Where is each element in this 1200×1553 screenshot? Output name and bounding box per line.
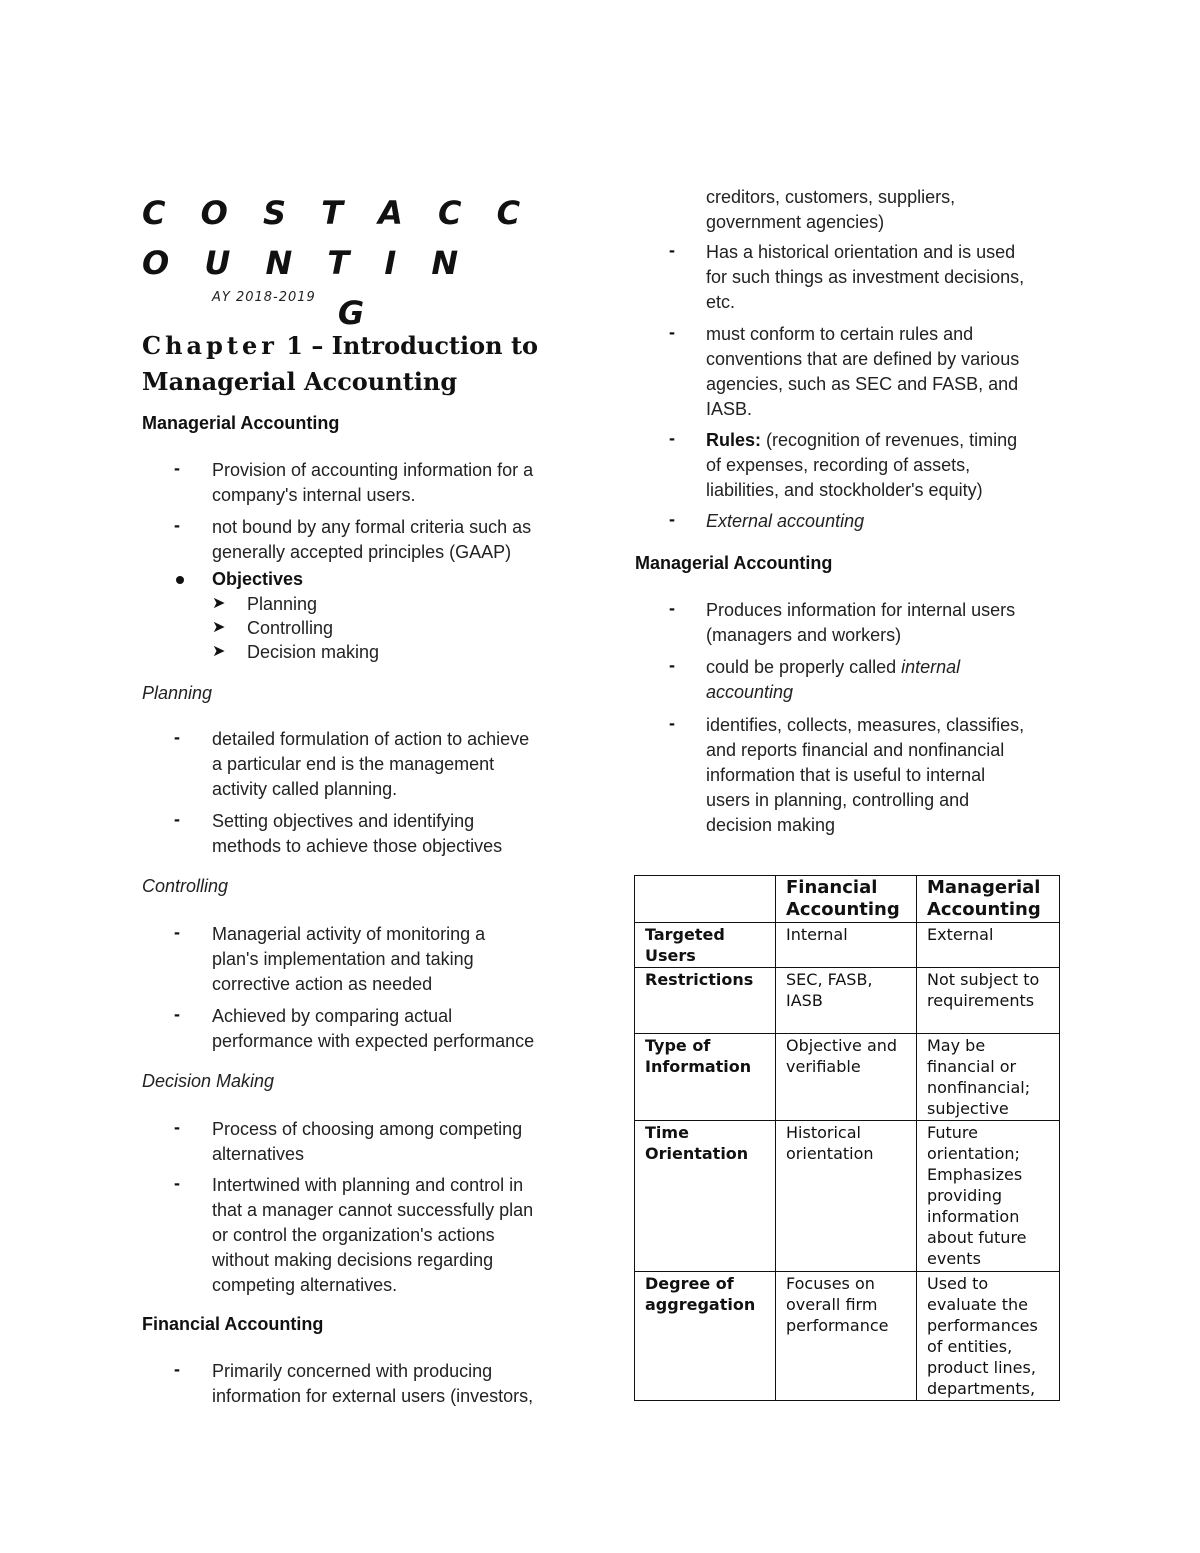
table-header-row — [635, 876, 1060, 923]
list-item: Rules: (recognition of revenues, timing of expenses, recording of assets, liabilities, and stockholder's equity) — [706, 430, 1018, 500]
row-header: Time Orientation — [635, 1121, 776, 1272]
list-item: Setting objectives and identifying methods to achieve those objectives — [212, 811, 503, 856]
chapter-heading — [142, 328, 582, 400]
dash-bullet: - — [174, 1173, 180, 1193]
table-cell: Internal — [776, 923, 917, 968]
list-item: Process of choosing among competing alternatives — [212, 1119, 523, 1164]
dash-bullet: - — [669, 240, 675, 260]
controlling-heading: Controlling — [142, 876, 229, 896]
list-item: Has a historical orientation and is used for such things as investment decisions, etc. — [706, 242, 1025, 312]
dash-bullet: - — [669, 428, 675, 448]
list-item: must conform to certain rules and conventions that are defined by various agencies, such as SEC and FASB, and IASB. — [706, 324, 1020, 419]
table-cell: Used to evaluate the performances of entities, product lines, departments, — [917, 1272, 1060, 1401]
list-item: Managerial activity of monitoring a plan's implementation and taking corrective action as needed — [212, 924, 486, 994]
list-item: could be properly called internal accounting — [706, 657, 961, 702]
list-item: Produces information for internal users (managers and workers) — [706, 600, 1016, 645]
round-bullet-icon — [176, 576, 184, 584]
decision-making-heading: Decision Making — [142, 1071, 275, 1091]
planning-heading: Planning — [142, 683, 213, 703]
column-header: Managerial Accounting — [917, 876, 1060, 923]
row-header: Targeted Users — [635, 923, 776, 968]
arrow-bullet-icon: ➤ — [212, 595, 226, 612]
dash-bullet: - — [174, 1117, 180, 1137]
dash-bullet: - — [174, 1359, 180, 1379]
dash-bullet: - — [174, 727, 180, 747]
comparison-table — [634, 875, 1060, 1401]
chapter-number: 1 — [286, 331, 303, 360]
chapter-subtitle: – Introduction to — [311, 331, 539, 360]
list-item: Provision of accounting information for a company's internal users. — [212, 460, 534, 505]
table-row — [635, 1272, 1060, 1401]
dash-bullet: - — [669, 598, 675, 618]
document-title — [142, 188, 572, 338]
list-item: identifies, collects, measures, classifies, and reports financial and nonfinancial information that is useful to internal users in planning, controlling and decision making — [706, 715, 1025, 835]
list-item-continued: creditors, customers, suppliers, government agencies) — [706, 187, 956, 232]
list-item: Intertwined with planning and control in that a manager cannot successfully plan or control the organization's actions without making decisions regarding competing alternatives. — [212, 1175, 534, 1295]
dash-bullet: - — [174, 922, 180, 942]
list-item: not bound by any formal criteria such as generally accepted principles (GAAP) — [212, 517, 532, 562]
row-header: Type of Information — [635, 1034, 776, 1121]
external-accounting-note: External accounting — [706, 511, 865, 531]
table-row — [635, 1121, 1060, 1272]
arrow-bullet-icon: ➤ — [212, 643, 226, 660]
arrow-bullet-icon: ➤ — [212, 619, 226, 636]
table-cell: Not subject to requirements — [917, 968, 1060, 1034]
row-header: Degree of aggregation — [635, 1272, 776, 1401]
dash-bullet: - — [174, 515, 180, 535]
academic-year: AY 2018-2019 — [212, 290, 316, 305]
table-cell: May be financial or nonfinancial; subjective — [917, 1034, 1060, 1121]
title-line-1: C O S T A C C O U N T I N — [142, 194, 533, 282]
dash-bullet: - — [174, 1004, 180, 1024]
table-row — [635, 1034, 1060, 1121]
financial-accounting-heading: Financial Accounting — [142, 1314, 324, 1334]
dash-bullet: - — [669, 322, 675, 342]
chapter-word: Chapter — [142, 331, 278, 360]
row-header: Restrictions — [635, 968, 776, 1034]
dash-bullet: - — [669, 655, 675, 675]
list-item: Primarily concerned with producing information for external users (investors, — [212, 1361, 534, 1406]
title-line-2: G — [337, 294, 377, 332]
chapter-subtitle-line2: Managerial Accounting — [142, 367, 458, 396]
managerial-accounting-heading: Managerial Accounting — [142, 413, 340, 433]
table-row — [635, 968, 1060, 1034]
objective-planning: Planning — [247, 594, 318, 614]
table-corner-cell — [635, 876, 776, 923]
table-cell: Objective and verifiable — [776, 1034, 917, 1121]
table-cell: External — [917, 923, 1060, 968]
table-cell: Historical orientation — [776, 1121, 917, 1272]
dash-bullet: - — [174, 458, 180, 478]
list-item: detailed formulation of action to achieve a particular end is the management activity called planning. — [212, 729, 530, 799]
objective-decision-making: Decision making — [247, 642, 380, 662]
table-cell: Future orientation; Emphasizes providing information about future events — [917, 1121, 1060, 1272]
table-row — [635, 923, 1060, 968]
table-cell: SEC, FASB, IASB — [776, 968, 917, 1034]
dash-bullet: - — [669, 509, 675, 529]
objective-controlling: Controlling — [247, 618, 334, 638]
list-item: Achieved by comparing actual performance with expected performance — [212, 1006, 535, 1051]
objectives-label: Objectives — [212, 569, 304, 589]
dash-bullet: - — [669, 713, 675, 733]
table-cell: Focuses on overall firm performance — [776, 1272, 917, 1401]
managerial-accounting-heading-2: Managerial Accounting — [635, 553, 833, 573]
dash-bullet: - — [174, 809, 180, 829]
column-header: Financial Accounting — [776, 876, 917, 923]
